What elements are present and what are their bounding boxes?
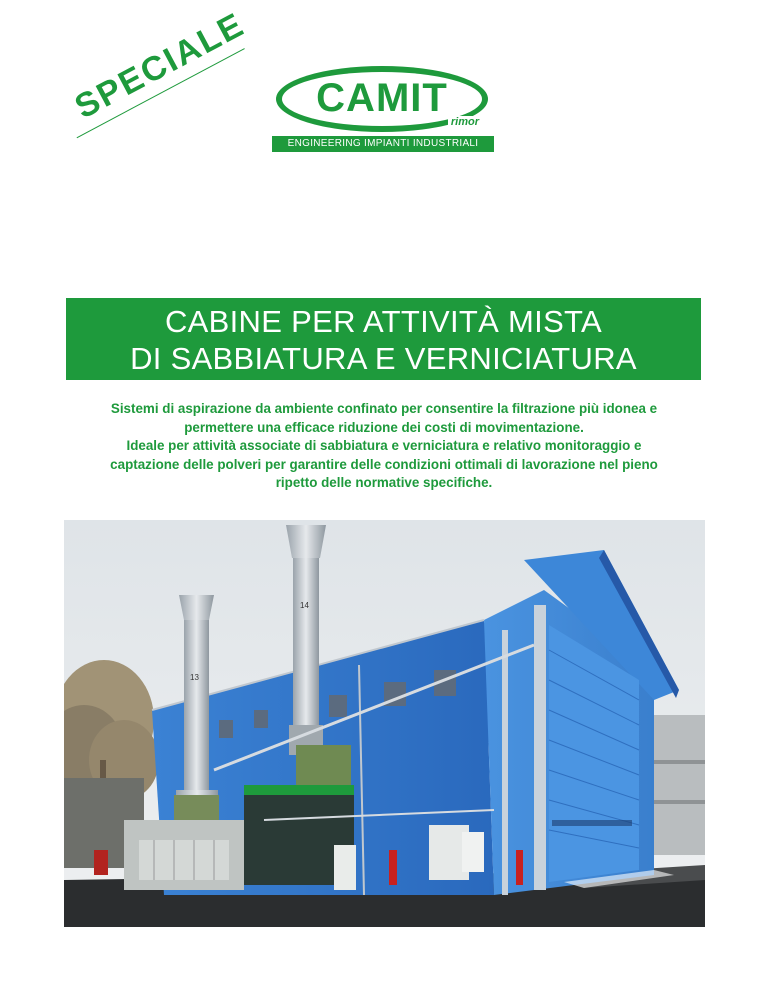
stack-label-left: 13 xyxy=(190,673,199,682)
stack-label-right: 14 xyxy=(300,601,309,610)
fire-extinguisher xyxy=(389,850,397,885)
logo-sub-brand: rimor xyxy=(448,116,482,128)
logo-tagline: ENGINEERING IMPIANTI INDUSTRIALI xyxy=(272,136,494,152)
control-panel xyxy=(462,832,484,872)
cabin-photo xyxy=(64,520,705,927)
description-line-3: Ideale per attività associate di sabbiatura e verniciatura e relativo monitoraggio e xyxy=(126,438,642,453)
description-line-2: permettere una efficace riduzione dei costi di movimentazione. xyxy=(184,419,584,435)
logo-name: CAMIT xyxy=(316,76,448,120)
title-banner xyxy=(66,298,701,380)
camit-logo xyxy=(272,64,494,154)
title-line-2: DI SABBIATURA E VERNICIATURA xyxy=(130,341,637,376)
description-line-1: Sistemi di aspirazione da ambiente confinato per consentire la filtrazione più idonea e xyxy=(110,401,658,416)
fire-extinguisher xyxy=(516,850,523,885)
speciale-tag xyxy=(56,5,251,151)
title-line-1: CABINE PER ATTIVITÀ MISTA xyxy=(165,304,602,339)
speciale-text: SPECIALE xyxy=(68,5,251,127)
description xyxy=(40,400,728,493)
fan-unit xyxy=(296,745,351,790)
control-panel xyxy=(334,845,356,890)
background-building-right xyxy=(649,715,705,855)
description-line-5: ripetto delle normative specifiche. xyxy=(275,475,493,490)
cabin-illustration xyxy=(64,520,705,927)
description-line-4: captazione delle polveri per garantire delle condizioni ottimali di lavorazione nel pieno xyxy=(110,456,658,472)
